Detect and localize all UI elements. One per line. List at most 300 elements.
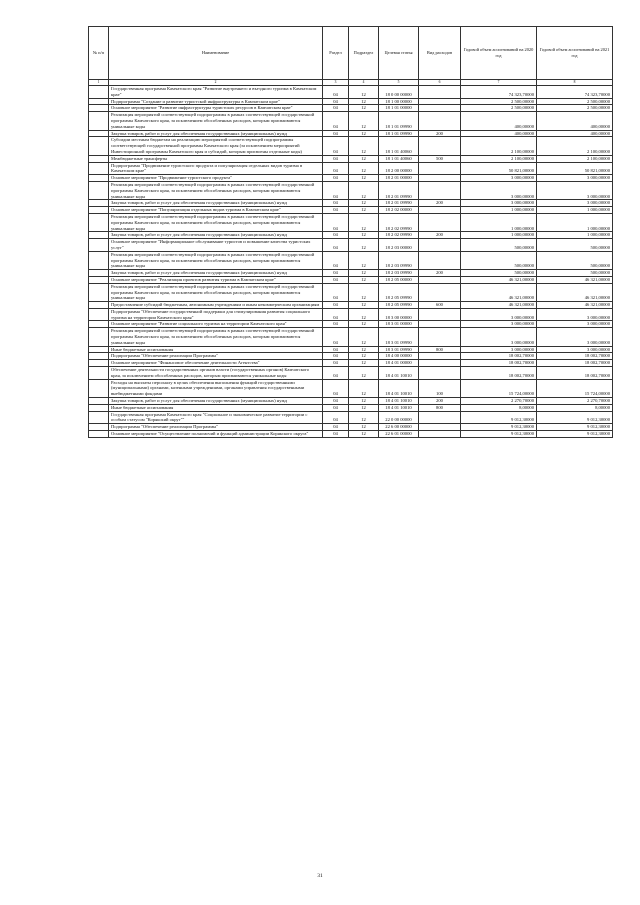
row-amount-2020-cell: 74 323,70000 bbox=[461, 86, 537, 99]
column-number: 7 bbox=[461, 80, 537, 86]
page-number: 31 bbox=[317, 873, 323, 879]
row-expense-type-cell bbox=[419, 239, 461, 252]
row-amount-2021-cell: 2 500,00000 bbox=[537, 105, 613, 112]
table-row bbox=[89, 431, 613, 438]
row-name-cell: Основное мероприятие "Осуществление полномочий и функций администрации Корякского округа" bbox=[109, 431, 323, 438]
table-row bbox=[89, 346, 613, 353]
row-expense-type-cell: 200 bbox=[419, 232, 461, 239]
row-expense-type-cell bbox=[419, 424, 461, 431]
row-razdel-cell: 04 bbox=[323, 321, 349, 328]
row-amount-2021-cell: 2 100,00000 bbox=[537, 155, 613, 162]
row-podrazdel-cell: 12 bbox=[349, 181, 379, 199]
row-razdel-cell: 04 bbox=[323, 360, 349, 367]
row-target-article-cell: 18 2 02 09990 bbox=[379, 232, 419, 239]
row-razdel-cell: 04 bbox=[323, 398, 349, 405]
row-amount-2020-cell: 3 000,00000 bbox=[461, 308, 537, 321]
row-razdel-cell: 04 bbox=[323, 239, 349, 252]
row-amount-2021-cell: 15 724,00000 bbox=[537, 379, 613, 397]
row-number-cell bbox=[89, 398, 109, 405]
row-target-article-cell: 18 2 03 09990 bbox=[379, 251, 419, 269]
row-target-article-cell: 18 3 01 09990 bbox=[379, 328, 419, 346]
row-expense-type-cell: 800 bbox=[419, 404, 461, 411]
row-amount-2020-cell: 50 821,00000 bbox=[461, 162, 537, 175]
row-name-cell: Субсидии местным бюджетам на реализацию мероприятий соответствующей подпрограммы соответствующей государственной программы Камчатского края (за исключением мероприятий Инвестиционной программы Камчатского края и субсидий, которым присвоены отдельные коды) bbox=[109, 137, 323, 155]
row-number-cell bbox=[89, 86, 109, 99]
row-amount-2020-cell: 9 012,30000 bbox=[461, 431, 537, 438]
row-razdel-cell: 04 bbox=[323, 424, 349, 431]
row-number-cell bbox=[89, 207, 109, 214]
row-expense-type-cell bbox=[419, 367, 461, 380]
row-podrazdel-cell: 12 bbox=[349, 321, 379, 328]
row-razdel-cell: 04 bbox=[323, 98, 349, 105]
row-name-cell: Государственная программа Камчатского края "Социальное и экономическое развитие территории с особым статусом "Корякский округ"" bbox=[109, 411, 323, 424]
row-razdel-cell: 04 bbox=[323, 105, 349, 112]
row-razdel-cell: 04 bbox=[323, 328, 349, 346]
row-target-article-cell: 18 1 01 00000 bbox=[379, 105, 419, 112]
row-number-cell bbox=[89, 162, 109, 175]
column-number: 3 bbox=[323, 80, 349, 86]
row-expense-type-cell: 200 bbox=[419, 398, 461, 405]
row-number-cell bbox=[89, 175, 109, 182]
table-row bbox=[89, 162, 613, 175]
row-name-cell: Основное мероприятие "Популяризация отдельных видов туризма в Камчатском крае" bbox=[109, 207, 323, 214]
row-name-cell: Закупка товаров, работ и услуг для обеспечения государственных (муниципальных) нужд bbox=[109, 130, 323, 137]
row-expense-type-cell bbox=[419, 431, 461, 438]
column-header-podrazdel: Подраздел bbox=[349, 27, 379, 80]
row-razdel-cell: 04 bbox=[323, 367, 349, 380]
row-amount-2021-cell: 500,00000 bbox=[537, 270, 613, 277]
row-target-article-cell: 18 4 01 10010 bbox=[379, 398, 419, 405]
row-number-cell bbox=[89, 155, 109, 162]
row-amount-2020-cell: 46 321,00000 bbox=[461, 302, 537, 309]
row-amount-2021-cell: 3 000,00000 bbox=[537, 328, 613, 346]
row-amount-2021-cell: 46 321,00000 bbox=[537, 283, 613, 301]
row-podrazdel-cell: 12 bbox=[349, 328, 379, 346]
row-amount-2021-cell: 3 000,00000 bbox=[537, 346, 613, 353]
row-razdel-cell: 04 bbox=[323, 232, 349, 239]
row-expense-type-cell: 100 bbox=[419, 379, 461, 397]
row-target-article-cell: 22 0 00 00000 bbox=[379, 411, 419, 424]
row-amount-2021-cell: 1 000,00000 bbox=[537, 213, 613, 231]
row-podrazdel-cell: 12 bbox=[349, 251, 379, 269]
row-amount-2021-cell: 8,00000 bbox=[537, 404, 613, 411]
row-target-article-cell: 18 3 01 00000 bbox=[379, 321, 419, 328]
table-row bbox=[89, 251, 613, 269]
row-podrazdel-cell: 12 bbox=[349, 207, 379, 214]
row-amount-2020-cell: 3 000,00000 bbox=[461, 321, 537, 328]
row-number-cell bbox=[89, 360, 109, 367]
row-razdel-cell: 04 bbox=[323, 130, 349, 137]
row-number-cell bbox=[89, 270, 109, 277]
row-name-cell: Реализация мероприятий соответствующей подпрограммы в рамках соответствующей государственной программы Камчатского края, за исключением обособленных расходов, которым присваиваются уникальные коды bbox=[109, 283, 323, 301]
row-amount-2021-cell: 3 000,00000 bbox=[537, 321, 613, 328]
row-podrazdel-cell: 12 bbox=[349, 308, 379, 321]
row-podrazdel-cell: 12 bbox=[349, 112, 379, 130]
row-number-cell bbox=[89, 308, 109, 321]
row-amount-2021-cell: 9 012,30000 bbox=[537, 411, 613, 424]
row-amount-2021-cell: 46 321,00000 bbox=[537, 302, 613, 309]
row-target-article-cell: 18 1 01 09990 bbox=[379, 130, 419, 137]
row-target-article-cell: 18 4 01 10010 bbox=[379, 404, 419, 411]
row-podrazdel-cell: 12 bbox=[349, 431, 379, 438]
table-row bbox=[89, 411, 613, 424]
row-target-article-cell: 18 4 00 00000 bbox=[379, 353, 419, 360]
row-podrazdel-cell: 12 bbox=[349, 105, 379, 112]
table-row bbox=[89, 137, 613, 155]
row-number-cell bbox=[89, 98, 109, 105]
row-amount-2020-cell: 2 270,70000 bbox=[461, 398, 537, 405]
row-name-cell: Основное мероприятие "Продвижение туристского продукта" bbox=[109, 175, 323, 182]
row-target-article-cell: 18 1 01 40060 bbox=[379, 137, 419, 155]
row-amount-2021-cell: 50 821,00000 bbox=[537, 162, 613, 175]
row-expense-type-cell bbox=[419, 213, 461, 231]
row-name-cell: Обеспечение деятельности государственных органов власти (государственных органов) Камчатского края, за исключением обособленных расходов, которым присваиваются уникальные коды bbox=[109, 367, 323, 380]
table-row bbox=[89, 321, 613, 328]
row-amount-2020-cell: 1 000,00000 bbox=[461, 232, 537, 239]
row-name-cell: Подпрограмма "Продвижение туристского продукта и популяризация отдельных видов туризма в Камчатском крае" bbox=[109, 162, 323, 175]
row-name-cell: Реализация мероприятий соответствующей подпрограммы в рамках соответствующей государственной программы Камчатского края, за исключением обособленных расходов, которым присваиваются уникальные коды bbox=[109, 328, 323, 346]
row-amount-2021-cell: 3 000,00000 bbox=[537, 175, 613, 182]
row-podrazdel-cell: 12 bbox=[349, 175, 379, 182]
table-row bbox=[89, 360, 613, 367]
row-amount-2020-cell: 3 000,00000 bbox=[461, 200, 537, 207]
row-name-cell: Основное мероприятие "Финансовое обеспечение деятельности Агентства" bbox=[109, 360, 323, 367]
table-row bbox=[89, 283, 613, 301]
table-row bbox=[89, 86, 613, 99]
row-name-cell: Закупка товаров, работ и услуг для обеспечения государственных (муниципальных) нужд bbox=[109, 232, 323, 239]
row-expense-type-cell: 200 bbox=[419, 270, 461, 277]
row-expense-type-cell bbox=[419, 105, 461, 112]
column-header-amount-2020: Годовой объем ассигнований на 2020 год bbox=[461, 27, 537, 80]
table-row bbox=[89, 181, 613, 199]
row-target-article-cell: 18 3 00 00000 bbox=[379, 308, 419, 321]
row-amount-2020-cell: 500,00000 bbox=[461, 270, 537, 277]
column-number: 2 bbox=[109, 80, 323, 86]
row-target-article-cell: 18 3 01 09990 bbox=[379, 346, 419, 353]
row-name-cell: Подпрограмма "Обеспечение реализации Программы" bbox=[109, 424, 323, 431]
row-name-cell: Закупка товаров, работ и услуг для обеспечения государственных (муниципальных) нужд bbox=[109, 398, 323, 405]
row-podrazdel-cell: 12 bbox=[349, 346, 379, 353]
row-razdel-cell: 04 bbox=[323, 276, 349, 283]
row-name-cell: Государственная программа Камчатского края "Развитие внутреннего и въездного туризма в Камчатском крае" bbox=[109, 86, 323, 99]
row-podrazdel-cell: 12 bbox=[349, 379, 379, 397]
row-name-cell: Предоставление субсидий бюджетным, автономным учреждениям и иным некоммерческим организациям bbox=[109, 302, 323, 309]
row-amount-2021-cell: 500,00000 bbox=[537, 251, 613, 269]
row-name-cell: Закупка товаров, работ и услуг для обеспечения государственных (муниципальных) нужд bbox=[109, 200, 323, 207]
row-name-cell: Подпрограмма "Обеспечение государственной поддержки для стимулирования развития социального туризма на территории Камчатского края" bbox=[109, 308, 323, 321]
row-expense-type-cell: 200 bbox=[419, 130, 461, 137]
row-name-cell: Подпрограмма "Обеспечение реализации Программы" bbox=[109, 353, 323, 360]
row-podrazdel-cell: 12 bbox=[349, 302, 379, 309]
table-body bbox=[89, 86, 613, 438]
row-razdel-cell: 04 bbox=[323, 213, 349, 231]
table-row bbox=[89, 155, 613, 162]
row-amount-2021-cell: 18 002,70000 bbox=[537, 353, 613, 360]
row-razdel-cell: 04 bbox=[323, 200, 349, 207]
row-amount-2020-cell: 400,00000 bbox=[461, 130, 537, 137]
table-row bbox=[89, 308, 613, 321]
row-amount-2020-cell: 9 012,30000 bbox=[461, 411, 537, 424]
table-row bbox=[89, 175, 613, 182]
row-target-article-cell: 18 2 00 00000 bbox=[379, 162, 419, 175]
row-name-cell: Основное мероприятие "Информационное обслуживание туристов и повышение качества туристских услуг" bbox=[109, 239, 323, 252]
row-amount-2021-cell: 9 012,30000 bbox=[537, 424, 613, 431]
row-expense-type-cell bbox=[419, 360, 461, 367]
row-amount-2021-cell: 500,00000 bbox=[537, 239, 613, 252]
row-amount-2020-cell: 3 000,00000 bbox=[461, 181, 537, 199]
column-number: 6 bbox=[419, 80, 461, 86]
table-row bbox=[89, 270, 613, 277]
row-number-cell bbox=[89, 276, 109, 283]
row-razdel-cell: 04 bbox=[323, 379, 349, 397]
row-amount-2021-cell: 1 000,00000 bbox=[537, 207, 613, 214]
row-number-cell bbox=[89, 239, 109, 252]
row-name-cell: Реализация мероприятий соответствующей подпрограммы в рамках соответствующей государственной программы Камчатского края, за исключением обособленных расходов, которым присваиваются уникальные коды bbox=[109, 213, 323, 231]
row-podrazdel-cell: 12 bbox=[349, 239, 379, 252]
row-razdel-cell: 04 bbox=[323, 411, 349, 424]
row-podrazdel-cell: 12 bbox=[349, 276, 379, 283]
row-number-cell bbox=[89, 328, 109, 346]
row-razdel-cell: 04 bbox=[323, 137, 349, 155]
row-expense-type-cell bbox=[419, 328, 461, 346]
row-number-cell bbox=[89, 346, 109, 353]
row-amount-2021-cell: 46 321,00000 bbox=[537, 276, 613, 283]
row-number-cell bbox=[89, 379, 109, 397]
row-name-cell: Подпрограмма "Создание и развитие туристской инфраструктуры в Камчатском крае" bbox=[109, 98, 323, 105]
row-amount-2020-cell: 46 321,00000 bbox=[461, 276, 537, 283]
row-expense-type-cell: 500 bbox=[419, 155, 461, 162]
row-expense-type-cell bbox=[419, 411, 461, 424]
row-razdel-cell: 04 bbox=[323, 207, 349, 214]
row-razdel-cell: 04 bbox=[323, 353, 349, 360]
row-amount-2020-cell: 8,00000 bbox=[461, 404, 537, 411]
row-amount-2020-cell: 400,00000 bbox=[461, 112, 537, 130]
row-razdel-cell: 04 bbox=[323, 175, 349, 182]
row-amount-2020-cell: 3 000,00000 bbox=[461, 328, 537, 346]
row-podrazdel-cell: 12 bbox=[349, 424, 379, 431]
table-row bbox=[89, 424, 613, 431]
row-name-cell: Иные бюджетные ассигнования bbox=[109, 404, 323, 411]
row-target-article-cell: 22 6 00 00000 bbox=[379, 424, 419, 431]
row-amount-2021-cell: 400,00000 bbox=[537, 130, 613, 137]
row-number-cell bbox=[89, 424, 109, 431]
row-expense-type-cell bbox=[419, 353, 461, 360]
row-number-cell bbox=[89, 251, 109, 269]
row-name-cell: Расходы на выплаты персоналу в целях обеспечения выполнения функций государственными (муниципальными) органами, казенными учреждениями, органами управления государственными внебюджетными фондами bbox=[109, 379, 323, 397]
row-target-article-cell: 18 4 01 10010 bbox=[379, 379, 419, 397]
row-razdel-cell: 04 bbox=[323, 308, 349, 321]
row-name-cell: Реализация мероприятий соответствующей подпрограммы в рамках соответствующей государственной программы Камчатского края, за исключением обособленных расходов, которым присваиваются уникальные коды bbox=[109, 251, 323, 269]
row-amount-2020-cell: 9 012,30000 bbox=[461, 424, 537, 431]
row-target-article-cell: 18 0 00 00000 bbox=[379, 86, 419, 99]
row-expense-type-cell bbox=[419, 86, 461, 99]
row-number-cell bbox=[89, 411, 109, 424]
row-target-article-cell: 18 2 05 09990 bbox=[379, 283, 419, 301]
row-razdel-cell: 04 bbox=[323, 112, 349, 130]
row-razdel-cell: 04 bbox=[323, 404, 349, 411]
row-podrazdel-cell: 12 bbox=[349, 232, 379, 239]
row-target-article-cell: 18 2 02 00000 bbox=[379, 207, 419, 214]
row-amount-2020-cell: 2 100,00000 bbox=[461, 155, 537, 162]
row-expense-type-cell bbox=[419, 98, 461, 105]
table-row bbox=[89, 105, 613, 112]
row-expense-type-cell bbox=[419, 137, 461, 155]
row-target-article-cell: 18 2 01 09990 bbox=[379, 200, 419, 207]
row-amount-2020-cell: 18 002,70000 bbox=[461, 353, 537, 360]
row-target-article-cell: 18 1 00 00000 bbox=[379, 98, 419, 105]
column-header-target-article: Целевая статья bbox=[379, 27, 419, 80]
row-razdel-cell: 04 bbox=[323, 251, 349, 269]
row-expense-type-cell: 800 bbox=[419, 346, 461, 353]
row-podrazdel-cell: 12 bbox=[349, 404, 379, 411]
column-header-razdel: Раздел bbox=[323, 27, 349, 80]
row-number-cell bbox=[89, 105, 109, 112]
row-expense-type-cell bbox=[419, 251, 461, 269]
row-target-article-cell: 18 2 01 09990 bbox=[379, 181, 419, 199]
row-target-article-cell: 18 4 01 10010 bbox=[379, 367, 419, 380]
row-number-cell bbox=[89, 213, 109, 231]
row-target-article-cell: 18 2 01 00000 bbox=[379, 175, 419, 182]
row-podrazdel-cell: 12 bbox=[349, 200, 379, 207]
row-number-cell bbox=[89, 200, 109, 207]
row-number-cell bbox=[89, 232, 109, 239]
column-number: 8 bbox=[537, 80, 613, 86]
row-amount-2020-cell: 500,00000 bbox=[461, 251, 537, 269]
table-row bbox=[89, 398, 613, 405]
column-number: 4 bbox=[349, 80, 379, 86]
table-row bbox=[89, 200, 613, 207]
row-number-cell bbox=[89, 404, 109, 411]
row-number-cell bbox=[89, 321, 109, 328]
row-amount-2020-cell: 2 100,00000 bbox=[461, 137, 537, 155]
row-name-cell: Реализация мероприятий соответствующей подпрограммы в рамках соответствующей государственной программы Камчатского края, за исключением обособленных расходов, которым присваиваются уникальные коды bbox=[109, 181, 323, 199]
row-podrazdel-cell: 12 bbox=[349, 283, 379, 301]
row-expense-type-cell bbox=[419, 283, 461, 301]
row-number-cell bbox=[89, 130, 109, 137]
row-name-cell: Закупка товаров, работ и услуг для обеспечения государственных (муниципальных) нужд bbox=[109, 270, 323, 277]
row-podrazdel-cell: 12 bbox=[349, 98, 379, 105]
column-header-name: Наименование bbox=[109, 27, 323, 80]
row-razdel-cell: 04 bbox=[323, 346, 349, 353]
row-name-cell: Основное мероприятие "Развитие инфраструктуры туристских ресурсов в Камчатском крае" bbox=[109, 105, 323, 112]
column-number: 5 bbox=[379, 80, 419, 86]
row-razdel-cell: 04 bbox=[323, 431, 349, 438]
row-amount-2021-cell: 3 000,00000 bbox=[537, 181, 613, 199]
table-row bbox=[89, 239, 613, 252]
row-number-cell bbox=[89, 283, 109, 301]
row-expense-type-cell bbox=[419, 162, 461, 175]
row-razdel-cell: 04 bbox=[323, 270, 349, 277]
row-target-article-cell: 18 2 03 00000 bbox=[379, 239, 419, 252]
row-podrazdel-cell: 12 bbox=[349, 398, 379, 405]
row-name-cell: Реализация мероприятий соответствующей подпрограммы в рамках соответствующей государственной программы Камчатского края, за исключением обособленных расходов, которым присваиваются уникальные коды bbox=[109, 112, 323, 130]
row-target-article-cell: 18 2 03 09990 bbox=[379, 270, 419, 277]
row-amount-2021-cell: 1 000,00000 bbox=[537, 232, 613, 239]
row-name-cell: Иные бюджетные ассигнования bbox=[109, 346, 323, 353]
column-header-expense-type: Вид расходов bbox=[419, 27, 461, 80]
row-amount-2021-cell: 74 323,70000 bbox=[537, 86, 613, 99]
row-amount-2021-cell: 2 270,70000 bbox=[537, 398, 613, 405]
row-amount-2020-cell: 1 000,00000 bbox=[461, 213, 537, 231]
row-target-article-cell: 22 6 01 00000 bbox=[379, 431, 419, 438]
row-number-cell bbox=[89, 112, 109, 130]
row-amount-2020-cell: 18 002,70000 bbox=[461, 367, 537, 380]
table-row bbox=[89, 207, 613, 214]
row-amount-2021-cell: 3 000,00000 bbox=[537, 308, 613, 321]
row-number-cell bbox=[89, 431, 109, 438]
row-podrazdel-cell: 12 bbox=[349, 155, 379, 162]
table-row bbox=[89, 276, 613, 283]
column-header-number: № п/п bbox=[89, 27, 109, 80]
row-target-article-cell: 18 1 01 09990 bbox=[379, 112, 419, 130]
row-number-cell bbox=[89, 367, 109, 380]
table-header-row bbox=[89, 27, 613, 80]
budget-table-sheet bbox=[88, 26, 612, 438]
row-amount-2021-cell: 2 500,00000 bbox=[537, 98, 613, 105]
row-amount-2021-cell: 18 002,70000 bbox=[537, 360, 613, 367]
row-amount-2021-cell: 400,00000 bbox=[537, 112, 613, 130]
row-amount-2020-cell: 1 000,00000 bbox=[461, 207, 537, 214]
row-amount-2020-cell: 500,00000 bbox=[461, 239, 537, 252]
row-expense-type-cell bbox=[419, 175, 461, 182]
row-expense-type-cell bbox=[419, 321, 461, 328]
row-podrazdel-cell: 12 bbox=[349, 411, 379, 424]
table-row bbox=[89, 328, 613, 346]
column-number: 1 bbox=[89, 80, 109, 86]
row-target-article-cell: 18 2 05 09990 bbox=[379, 302, 419, 309]
row-amount-2021-cell: 18 002,70000 bbox=[537, 367, 613, 380]
row-number-cell bbox=[89, 181, 109, 199]
row-razdel-cell: 04 bbox=[323, 302, 349, 309]
row-amount-2020-cell: 2 500,00000 bbox=[461, 105, 537, 112]
row-name-cell: Основное мероприятие "Развитие социального туризма на территории Камчатского края" bbox=[109, 321, 323, 328]
row-number-cell bbox=[89, 137, 109, 155]
row-target-article-cell: 18 1 01 40060 bbox=[379, 155, 419, 162]
row-podrazdel-cell: 12 bbox=[349, 360, 379, 367]
row-expense-type-cell bbox=[419, 276, 461, 283]
row-number-cell bbox=[89, 302, 109, 309]
row-razdel-cell: 04 bbox=[323, 162, 349, 175]
row-podrazdel-cell: 12 bbox=[349, 367, 379, 380]
table-row bbox=[89, 112, 613, 130]
table-row bbox=[89, 404, 613, 411]
row-number-cell bbox=[89, 353, 109, 360]
row-target-article-cell: 18 2 05 00000 bbox=[379, 276, 419, 283]
row-podrazdel-cell: 12 bbox=[349, 130, 379, 137]
row-target-article-cell: 18 4 01 00000 bbox=[379, 360, 419, 367]
row-amount-2020-cell: 3 000,00000 bbox=[461, 346, 537, 353]
table-row bbox=[89, 353, 613, 360]
row-expense-type-cell bbox=[419, 112, 461, 130]
row-razdel-cell: 04 bbox=[323, 86, 349, 99]
row-razdel-cell: 04 bbox=[323, 283, 349, 301]
row-podrazdel-cell: 12 bbox=[349, 213, 379, 231]
row-target-article-cell: 18 2 02 09990 bbox=[379, 213, 419, 231]
row-amount-2021-cell: 3 000,00000 bbox=[537, 200, 613, 207]
row-podrazdel-cell: 12 bbox=[349, 162, 379, 175]
table-row bbox=[89, 302, 613, 309]
row-razdel-cell: 04 bbox=[323, 181, 349, 199]
table-row bbox=[89, 379, 613, 397]
row-podrazdel-cell: 12 bbox=[349, 353, 379, 360]
row-amount-2020-cell: 46 321,00000 bbox=[461, 283, 537, 301]
row-amount-2021-cell: 2 100,00000 bbox=[537, 137, 613, 155]
row-expense-type-cell bbox=[419, 181, 461, 199]
row-razdel-cell: 04 bbox=[323, 155, 349, 162]
row-amount-2020-cell: 3 000,00000 bbox=[461, 175, 537, 182]
row-amount-2020-cell: 2 500,00000 bbox=[461, 98, 537, 105]
row-amount-2020-cell: 18 002,70000 bbox=[461, 360, 537, 367]
